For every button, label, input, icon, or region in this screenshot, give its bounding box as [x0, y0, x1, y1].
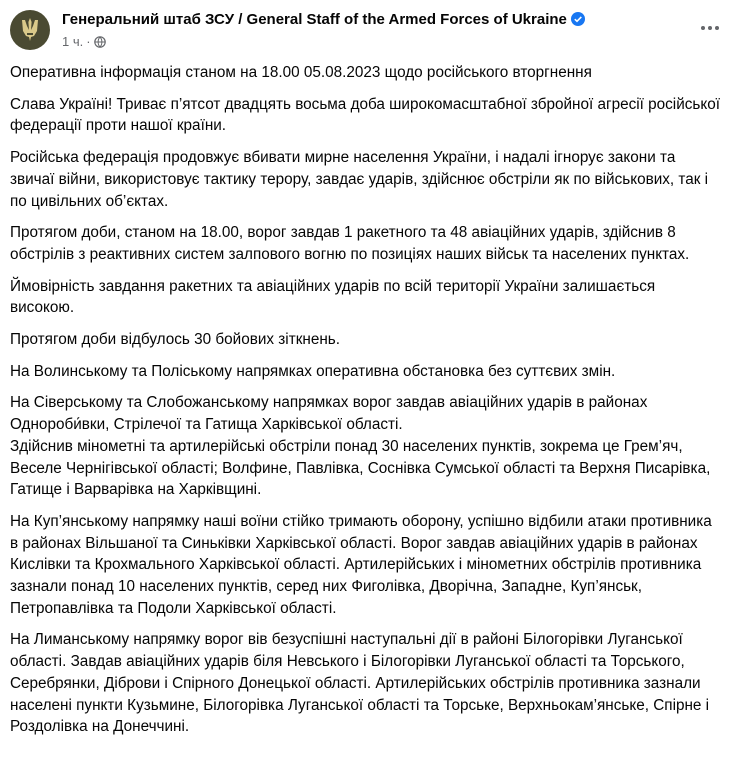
more-dot-icon: [715, 26, 719, 30]
post-paragraph: На Сіверському та Слобожанському напрямках ворог завдав авіаційних ударів в районах Однороби́вки, Стрілечої та Гатища Харківської області. Здійснив мінометні та артилерійські обстріли понад 30 населених пунктів, зокрема це Грем’яч, Веселе Чернігівської області; Волфине, Павлівка, Соснівка Сумської області та Верхня Писарівка, Гатище і Варварівка на Харківщині.: [10, 394, 711, 499]
post-paragraph: Ймовірність завдання ракетних та авіаційних ударів по всій території України залишається високою.: [10, 277, 656, 317]
more-options-button[interactable]: [698, 18, 722, 38]
post-meta: [62, 34, 106, 51]
verified-badge-icon: [571, 12, 585, 30]
post-header: [10, 10, 724, 54]
trident-emblem-icon: [19, 17, 41, 43]
post-paragraph: На Куп’янському напрямку наші воїни стійко тримають оборону, успішно відбили атаки противника в районах Вільшаної та Синьківки Харківської області. Ворог завдав авіаційних ударів в районах Кислівки та Крохмального Харківської області. Артилерійських і мінометних обстрілів противника зазнали понад 10 населених пунктів, серед них Фиголівка, Дворічна, Западне, Куп’янськ, Петропавлівка та Подоли Харківської області.: [10, 512, 712, 617]
post-timestamp[interactable]: 1 ч.: [62, 34, 84, 49]
globe-icon[interactable]: [94, 36, 106, 51]
post-paragraph: Оперативна інформація станом на 18.00 05.08.2023 щодо російського вторгнення: [10, 64, 592, 81]
post-paragraph: На Лиманському напрямку ворог вів безуспішні наступальні дії в районі Білогорівки Луганської області. Завдав авіаційних ударів біля Невського і Білогорівки Луганської області та Торського, Серебрянки, Діброви і Спірного Донецької області. Артилерійських обстрілів противника зазнали населені пункти Кузьмине, Білогорівка Луганської області та Торське, Верхньокам’янське, Спірне і Роздолівка на Донеччині.: [10, 631, 710, 736]
page-name-text[interactable]: Генеральний штаб ЗСУ / General Staff of the Armed Forces of Ukraine: [62, 11, 567, 28]
post-paragraph: На Волинському та Поліському напрямках оперативна обстановка без суттєвих змін.: [10, 362, 616, 380]
more-dot-icon: [701, 26, 705, 30]
post-paragraph: Протягом доби відбулось 30 бойових зіткнень.: [10, 331, 341, 349]
post-body: [10, 62, 722, 748]
page-name-link[interactable]: [62, 11, 585, 30]
post-paragraph: Російська федерація продовжує вбивати мирне населення України, і надалі ігнорує закони та звичаї війни, використовує тактику терору, завдає ударів, здійснює обстріли як по військових, так і по цивільних об’єктах.: [10, 149, 709, 210]
more-dot-icon: [708, 26, 712, 30]
avatar[interactable]: [10, 10, 50, 50]
post-paragraph: Слава Україні! Триває п’ятсот двадцять восьма доба широкомасштабної збройної агресії російської федерації проти нашої країни.: [10, 95, 720, 135]
meta-separator: ·: [86, 34, 91, 49]
post-paragraph: Протягом доби, станом на 18.00, ворог завдав 1 ракетного та 48 авіаційних ударів, здійснив 8 обстрілів з реактивних систем залпового вогню по позиціях наших військ та населених пунктах.: [10, 224, 690, 263]
